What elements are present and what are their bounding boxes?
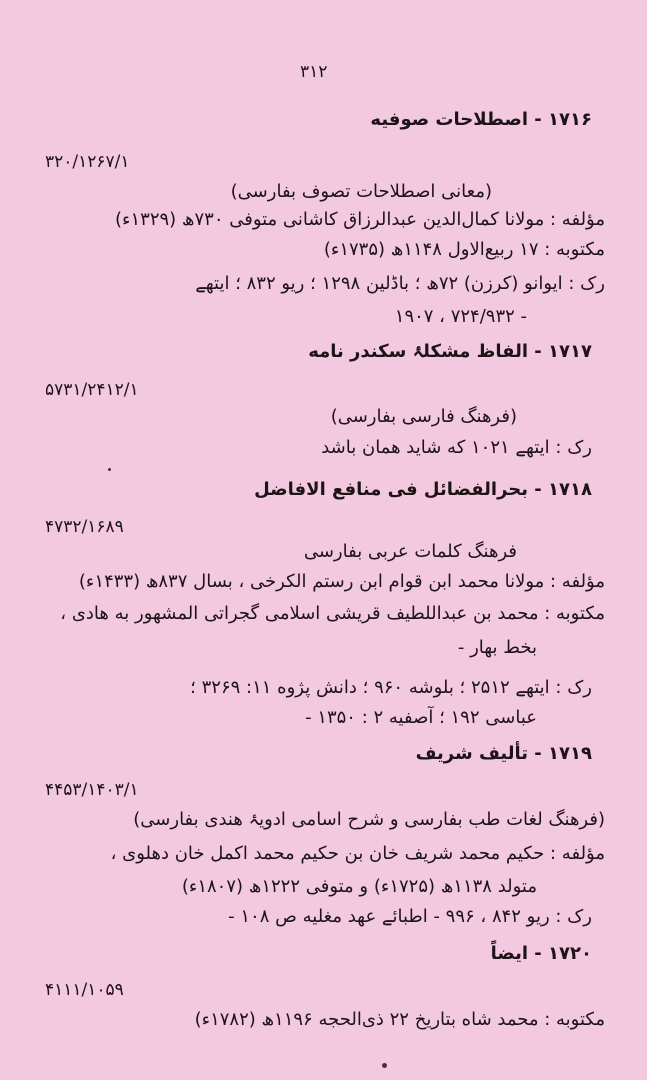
page-dot-mark — [382, 1063, 387, 1068]
entry-line: رک : ایتھے ۲۵۱۲ ؛ بلوشه ۹۶۰ ؛ دانش پژوه ۱۱: ۳۲۶۹ ؛ — [190, 677, 592, 698]
entry-title-text: الفاظ مشکلۂ سکندر نامه — [308, 341, 529, 362]
entry-line: (فرهنگ فارسی بفارسی) — [330, 406, 517, 427]
entry-line: متولد ۱۱۳۸ھ (۱۷۲۵ء) و متوفی ۱۲۲۲ھ (۱۸۰۷ء) — [181, 876, 537, 897]
entry-line: بخط بهار - — [457, 637, 537, 658]
entry-ref: ۳۲۰/۱۲۶۷/۱ — [45, 152, 130, 172]
entry-line: مکتوبه : ۱۷ ربیع‌الاول ۱۱۴۸ھ (۱۷۳۵ء) — [323, 239, 605, 260]
entry-title-text: تألیف شریف — [415, 743, 529, 764]
entry-line: فرهنگ کلمات عربی بفارسی — [303, 541, 517, 562]
entry-title-text: بحرالفضائل فی منافع الافاضل — [254, 479, 529, 500]
entry-id: ۱۷۱۹ - — [534, 743, 592, 764]
entry-line: عباسی ۱۹۲ ؛ آصفیه ۲ : ۱۳۵۰ - — [305, 707, 537, 728]
entry-line: ۱۹۰۷ ، ۷۲۴/۹۳۲ - — [394, 306, 527, 327]
entry-ref: ۴۴۵۳/۱۴۰۳/۱ — [45, 780, 139, 800]
entry-ref: ۴۷۳۲/۱۶۸۹ — [45, 517, 124, 537]
entry-ref: ۴۱۱۱/۱۰۵۹ — [45, 980, 124, 1000]
entry-line: رک : ریو ۸۴۲ ، ۹۹۶ - اطبائے عهد مغلیه ص ۱۰۸ - — [228, 906, 592, 927]
entry-line: مؤلفه : حکیم محمد شریف خان بن حکیم محمد اکمل خان دهلوی ، — [110, 843, 605, 864]
entry-line: رک : ایوانو (کرزن) ۷۲ھ ؛ باڈلین ۱۲۹۸ ؛ ریو ۸۳۲ ؛ ایتھے — [195, 273, 605, 294]
entry-ref: ۵۷۳۱/۲۴۱۲/۱ — [45, 380, 139, 400]
entry-title-text: اصطلاحات صوفیه — [370, 109, 529, 130]
entry-line: رک : ایتھے ۱۰۲۱ که شاید همان باشد — [321, 437, 592, 458]
entry-line: مکتوبه : محمد شاه بتاریخ ۲۲ ذی‌الحجه ۱۱۹۶ھ (۱۷۸۲ء) — [194, 1009, 605, 1030]
entry-line: (معانی اصطلاحات تصوف بفارسی) — [230, 181, 492, 202]
entry-id: ۱۷۱۷ - — [534, 341, 592, 362]
entry-title-text: ایضاً — [490, 943, 529, 964]
entry-line: (فرهنگ لغات طب بفارسی و شرح اسامی ادویۂ هندی بفارسی) — [133, 809, 605, 830]
entry-id: ۱۷۱۶ - — [534, 109, 592, 130]
entry-title — [308, 340, 592, 364]
entry-id: ۱۷۲۰ - — [534, 943, 592, 964]
page-dot-mark — [108, 468, 111, 471]
entry-line: مؤلفه : مولانا کمال‌الدین عبدالرزاق کاشانی متوفی ۷۳۰ھ (۱۳۲۹ء) — [115, 209, 605, 230]
page-number: ۳۱۲ — [300, 62, 328, 82]
entry-title — [491, 942, 592, 966]
entry-id: ۱۷۱۸ - — [534, 479, 592, 500]
entry-title — [370, 108, 592, 132]
entry-title — [416, 742, 592, 766]
entry-line: مکتوبه : محمد بن عبداللطیف قریشی اسلامی گجراتی المشهور به هادی ، — [60, 603, 605, 624]
entry-title — [254, 478, 592, 502]
entry-line: مؤلفه : مولانا محمد ابن قوام ابن رستم الکرخی ، بسال ۸۳۷ھ (۱۴۳۳ء) — [78, 571, 605, 592]
